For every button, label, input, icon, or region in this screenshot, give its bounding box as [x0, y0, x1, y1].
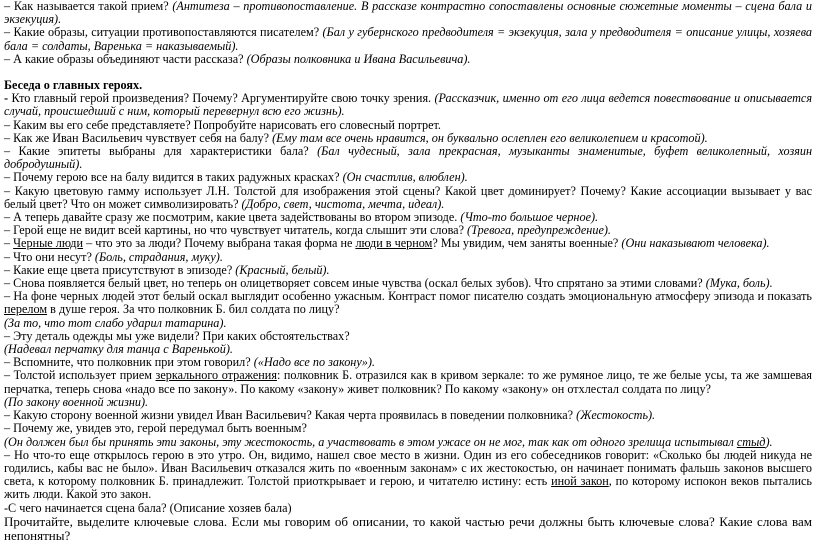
text-run: (Боль, страдания, муку). — [94, 249, 223, 264]
text-run: – Но что-то еще открылось герою в это утро. Он, видимо, нашел свое место в жизни. Один из его собеседников говорит: «Сколько бы людей никуда не годились, кабы вас не было». Иван Васильевич отказался жить по «военным законам» с их жестокостью, он начинает понимать фальшь законов высшего света, к которому полковник Б. принадлежит. Толстой приоткрывает и герою, и читателю истину: есть — [4, 447, 812, 489]
paragraph — [4, 369, 812, 395]
text-run: зеркального отражения — [155, 368, 277, 383]
paragraph — [4, 145, 812, 171]
paragraph — [4, 26, 812, 52]
text-run: (Надевал перчатку для танца с Варенькой). — [4, 342, 233, 357]
text-run: – Какие еще цвета присутствуют в эпизоде? — [4, 262, 236, 277]
text-run: («Надо все по закону»). — [253, 355, 375, 370]
text-run: ). — [765, 434, 773, 449]
text-run: – Почему герою все на балу видится в таких радужных красках? — [4, 170, 343, 185]
paragraph — [4, 185, 812, 211]
text-run: (Рассказчик, именно от его лица ведется повествование и описывается случай, происшедший с ним, который перевернул всю его жизнь). — [4, 91, 812, 119]
text-run: (Бал чудесный, зала прекрасная, музыканты знаменитые, буфет великолепный, хозяин добродушный). — [4, 144, 813, 172]
paragraph — [4, 53, 812, 66]
paragraph — [4, 449, 812, 502]
text-run: (Что-то большое черное). — [460, 210, 599, 225]
text-run: (Антитеза – противопоставление. В рассказе контрастно сопоставлены основные сюжетные моменты – сцена бала и экзекуция). — [4, 0, 812, 27]
text-run: – Какие эпитеты выбраны для характеристики бала? — [4, 144, 318, 159]
paragraph — [4, 290, 812, 316]
text-run: (Мука, боль). — [705, 276, 773, 291]
text-run: – Какие образы, ситуации противопоставляются писателем? — [4, 25, 323, 40]
text-run: (Он счастлив, влюблен). — [342, 170, 468, 185]
text-run: : полковник Б. отразился как в кривом зеркале: то же румяное лицо, те же белые усы, та же замшевая перчатка, теперь снова «надо все по закону». По какому «закону» живет полковник? По какому «закону» он отхлестал солдата по лицу? — [4, 368, 812, 396]
text-run: (За то, что тот слабо ударил татарина). — [4, 315, 227, 330]
text-run: Кто главный герой произведения? Почему? Аргументируйте свою точку зрения. — [11, 91, 435, 106]
text-run: (Красный, белый). — [235, 262, 330, 277]
text-run: , по которому испокон веков пытались жить люди. Какой это закон. — [4, 474, 812, 502]
text-run: -С чего начинается сцена бала? (Описание хозяев бала) — [4, 500, 292, 515]
paragraph — [4, 515, 812, 543]
text-run: – — [4, 236, 14, 251]
text-run: Беседа о главных героях. — [4, 78, 143, 93]
text-run: Прочитайте, выделите ключевые слова. Если мы говорим об описании, то какой частью речи должны быть ключевые слова? Какие слова вам непонятны? — [4, 513, 812, 543]
text-run: иной закон — [551, 474, 609, 489]
text-run: – Как называется такой прием? — [4, 0, 173, 13]
text-run: ? Мы увидим, чем заняты военные? — [432, 236, 622, 251]
text-run: – Что они несут? — [4, 249, 95, 264]
text-run: (Жестокость). — [576, 408, 656, 423]
text-run: (По закону военной жизни). — [4, 394, 149, 409]
text-run: – А какие образы объединяют части рассказа? — [4, 51, 247, 66]
text-run: перелом — [4, 302, 48, 317]
text-run: – А теперь давайте сразу же посмотрим, какие цвета задействованы во втором эпизоде. — [4, 210, 461, 225]
text-run: Черные люди — [13, 236, 84, 251]
text-run: – Вспомните, что полковник при этом говорил? — [4, 355, 254, 370]
text-run: в душе героя. За что полковник Б. бил солдата по лицу? — [47, 302, 340, 317]
text-run: – что это за люди? Почему выбрана такая форма не — [83, 236, 356, 251]
text-run: (Бал у губернского предводителя = экзекуция, зала у предводителя = описание улицы, хозяева бала = солдаты, Варенька = наказываемый). — [4, 25, 812, 53]
text-run: (Ему там все очень нравится, он буквально ослеплен его великолепием и красотой). — [272, 130, 708, 145]
text-run: – Почему же, увидев это, герой передумал быть военным? — [4, 421, 307, 436]
paragraph — [4, 0, 812, 26]
text-run: – Снова появляется белый цвет, но теперь он олицетворяет совсем иные чувства (оскал белых зубов). Что спрятано за этими словами? — [4, 276, 706, 291]
text-run: (Добро, свет, чистота, мечта, идеал). — [241, 196, 445, 211]
paragraph — [4, 92, 812, 118]
text-run: (Они наказывают человека). — [621, 236, 770, 251]
text-run: стыд — [736, 434, 766, 449]
text-run: - — [4, 91, 12, 106]
text-run: – На фоне черных людей этот белый оскал выглядит особенно ужасным. Контраст помог писателю создать эмоциональную атмосферу эпизода и показать — [4, 289, 812, 304]
text-run: – Каким вы его себе представляете? Попробуйте нарисовать его словесный портрет. — [4, 117, 441, 132]
text-run: – Толстой использует прием — [4, 368, 156, 383]
text-run: (Образы полковника и Ивана Васильевича). — [246, 51, 471, 66]
text-run: – Какую сторону военной жизни увидел Иван Васильевич? Какая черта проявилась в поведении полковника? — [4, 408, 577, 423]
text-run: люди в черном — [355, 236, 433, 251]
text-run: (Тревога, предупреждение). — [467, 223, 611, 238]
text-run: – Герой еще не видит всей картины, но что чувствует читатель, когда слышит эти слова? — [4, 223, 468, 238]
text-run: – Какую цветовую гамму использует Л.Н. Толстой для изображения этой сцены? Какой цвет доминирует? Почему? Какие ассоциации вызывает у вас белый цвет? Что он может символизировать? — [4, 183, 812, 211]
text-run: (Он должен был бы принять эти законы, эту жестокость, а участвовать в этом ужасе он не мог, так как от одного зрелища испытывал — [4, 434, 737, 449]
text-run: – Как же Иван Васильевич чувствует себя на балу? — [4, 130, 273, 145]
text-run: – Эту деталь одежды мы уже видели? При каких обстоятельствах? — [4, 328, 350, 343]
